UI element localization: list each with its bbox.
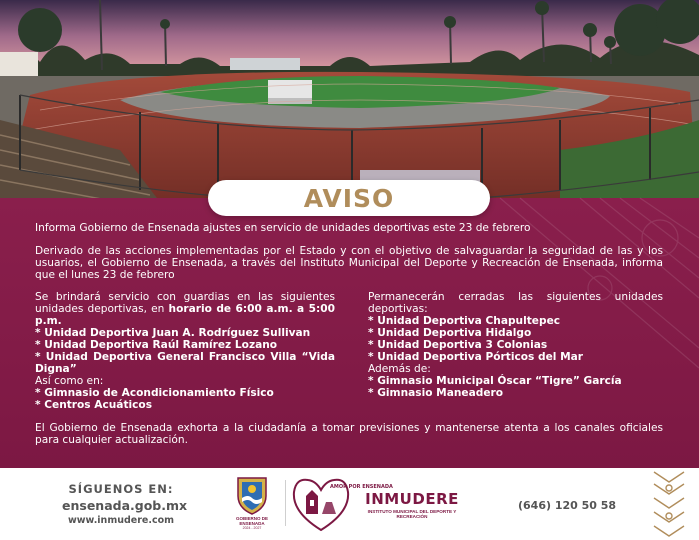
open-also-label: Así como en: xyxy=(35,375,104,387)
closed-also-item: * Gimnasio Maneadero xyxy=(368,387,504,399)
units-columns xyxy=(35,291,663,411)
footer xyxy=(0,468,699,540)
open-unit-item: * Unidad Deportiva Juan A. Rodríguez Sullivan xyxy=(35,327,311,339)
open-schedule: horario de 6:00 a.m. a 5:00 p.m. xyxy=(35,303,336,327)
open-also-item: * Centros Acuáticos xyxy=(35,399,153,411)
closed-also-item: * Gimnasio Municipal Óscar “Tigre” García xyxy=(368,375,622,387)
site-link-ensenada[interactable]: ensenada.gob.mx xyxy=(62,498,188,513)
closed-unit-item: * Unidad Deportiva 3 Colonias xyxy=(368,339,548,351)
open-intro-text: Se brindará servicio con guardias en las siguientes unidades deportivas, en xyxy=(35,291,335,315)
closed-units-column xyxy=(368,291,663,411)
open-intro xyxy=(35,291,335,327)
gobierno-years: 2024 - 2027 xyxy=(242,526,262,530)
inmudere-name: INMUDERE xyxy=(365,490,459,508)
follow-label: SÍGUENOS EN: xyxy=(68,482,174,496)
aviso-title: AVISO xyxy=(208,180,490,216)
gobierno-logo xyxy=(228,474,276,536)
open-unit-item: * Unidad Deportiva Raúl Ramírez Lozano xyxy=(35,339,278,351)
open-also-item: * Gimnasio de Acondicionamiento Físico xyxy=(35,387,274,399)
inmudere-subtitle: INSTITUTO MUNICIPAL DEL DEPORTE Y RECREACIÓN xyxy=(367,509,457,520)
open-units-column xyxy=(35,291,335,411)
gobierno-shield-logo xyxy=(228,474,276,516)
inmudere-logo xyxy=(362,490,462,519)
contact-phone: (646) 120 50 58 xyxy=(518,499,617,512)
ornament-pattern-icon xyxy=(650,468,688,540)
site-link-inmudere[interactable]: www.inmudere.com xyxy=(67,515,175,526)
notice-closing: El Gobierno de Ensenada exhorta a la ciudadanía a tomar previsiones y mantenerse atenta a los canales oficiales para cualquier actualización. xyxy=(35,422,663,446)
closed-unit-item: * Unidad Deportiva Hidalgo xyxy=(368,327,532,339)
notice-paragraph: Derivado de las acciones implementadas por el Estado y con el objetivo de salvaguardar la seguridad de las y los usuarios, el Gobierno de Ensenada, a través del Instituto Municipal del Deporte y Recreación de Ensenada, informa que el lunes 23 de febrero xyxy=(35,245,663,281)
closed-unit-item: * Unidad Deportiva Pórticos del Mar xyxy=(368,351,584,363)
closed-also-label: Además de: xyxy=(368,363,431,375)
amor-por-ensenada-logo xyxy=(288,474,393,534)
open-unit-item: * Unidad Deportiva General Francisco Villa “Vida Digna” xyxy=(35,351,335,375)
footer-divider xyxy=(285,480,286,526)
amor-text: AMOR POR ENSENADA xyxy=(330,484,393,490)
gobierno-caption: GOBIERNO DE ENSENADA xyxy=(235,516,268,526)
notice-content xyxy=(35,222,663,446)
follow-block xyxy=(62,482,188,526)
notice-panel xyxy=(0,198,699,468)
notice-lead: Informa Gobierno de Ensenada ajustes en servicio de unidades deportivas este 23 de febrero xyxy=(35,222,531,234)
closed-intro: Permanecerán cerradas las siguientes unidades deportivas: xyxy=(368,291,663,315)
closed-unit-item: * Unidad Deportiva Chapultepec xyxy=(368,315,561,327)
